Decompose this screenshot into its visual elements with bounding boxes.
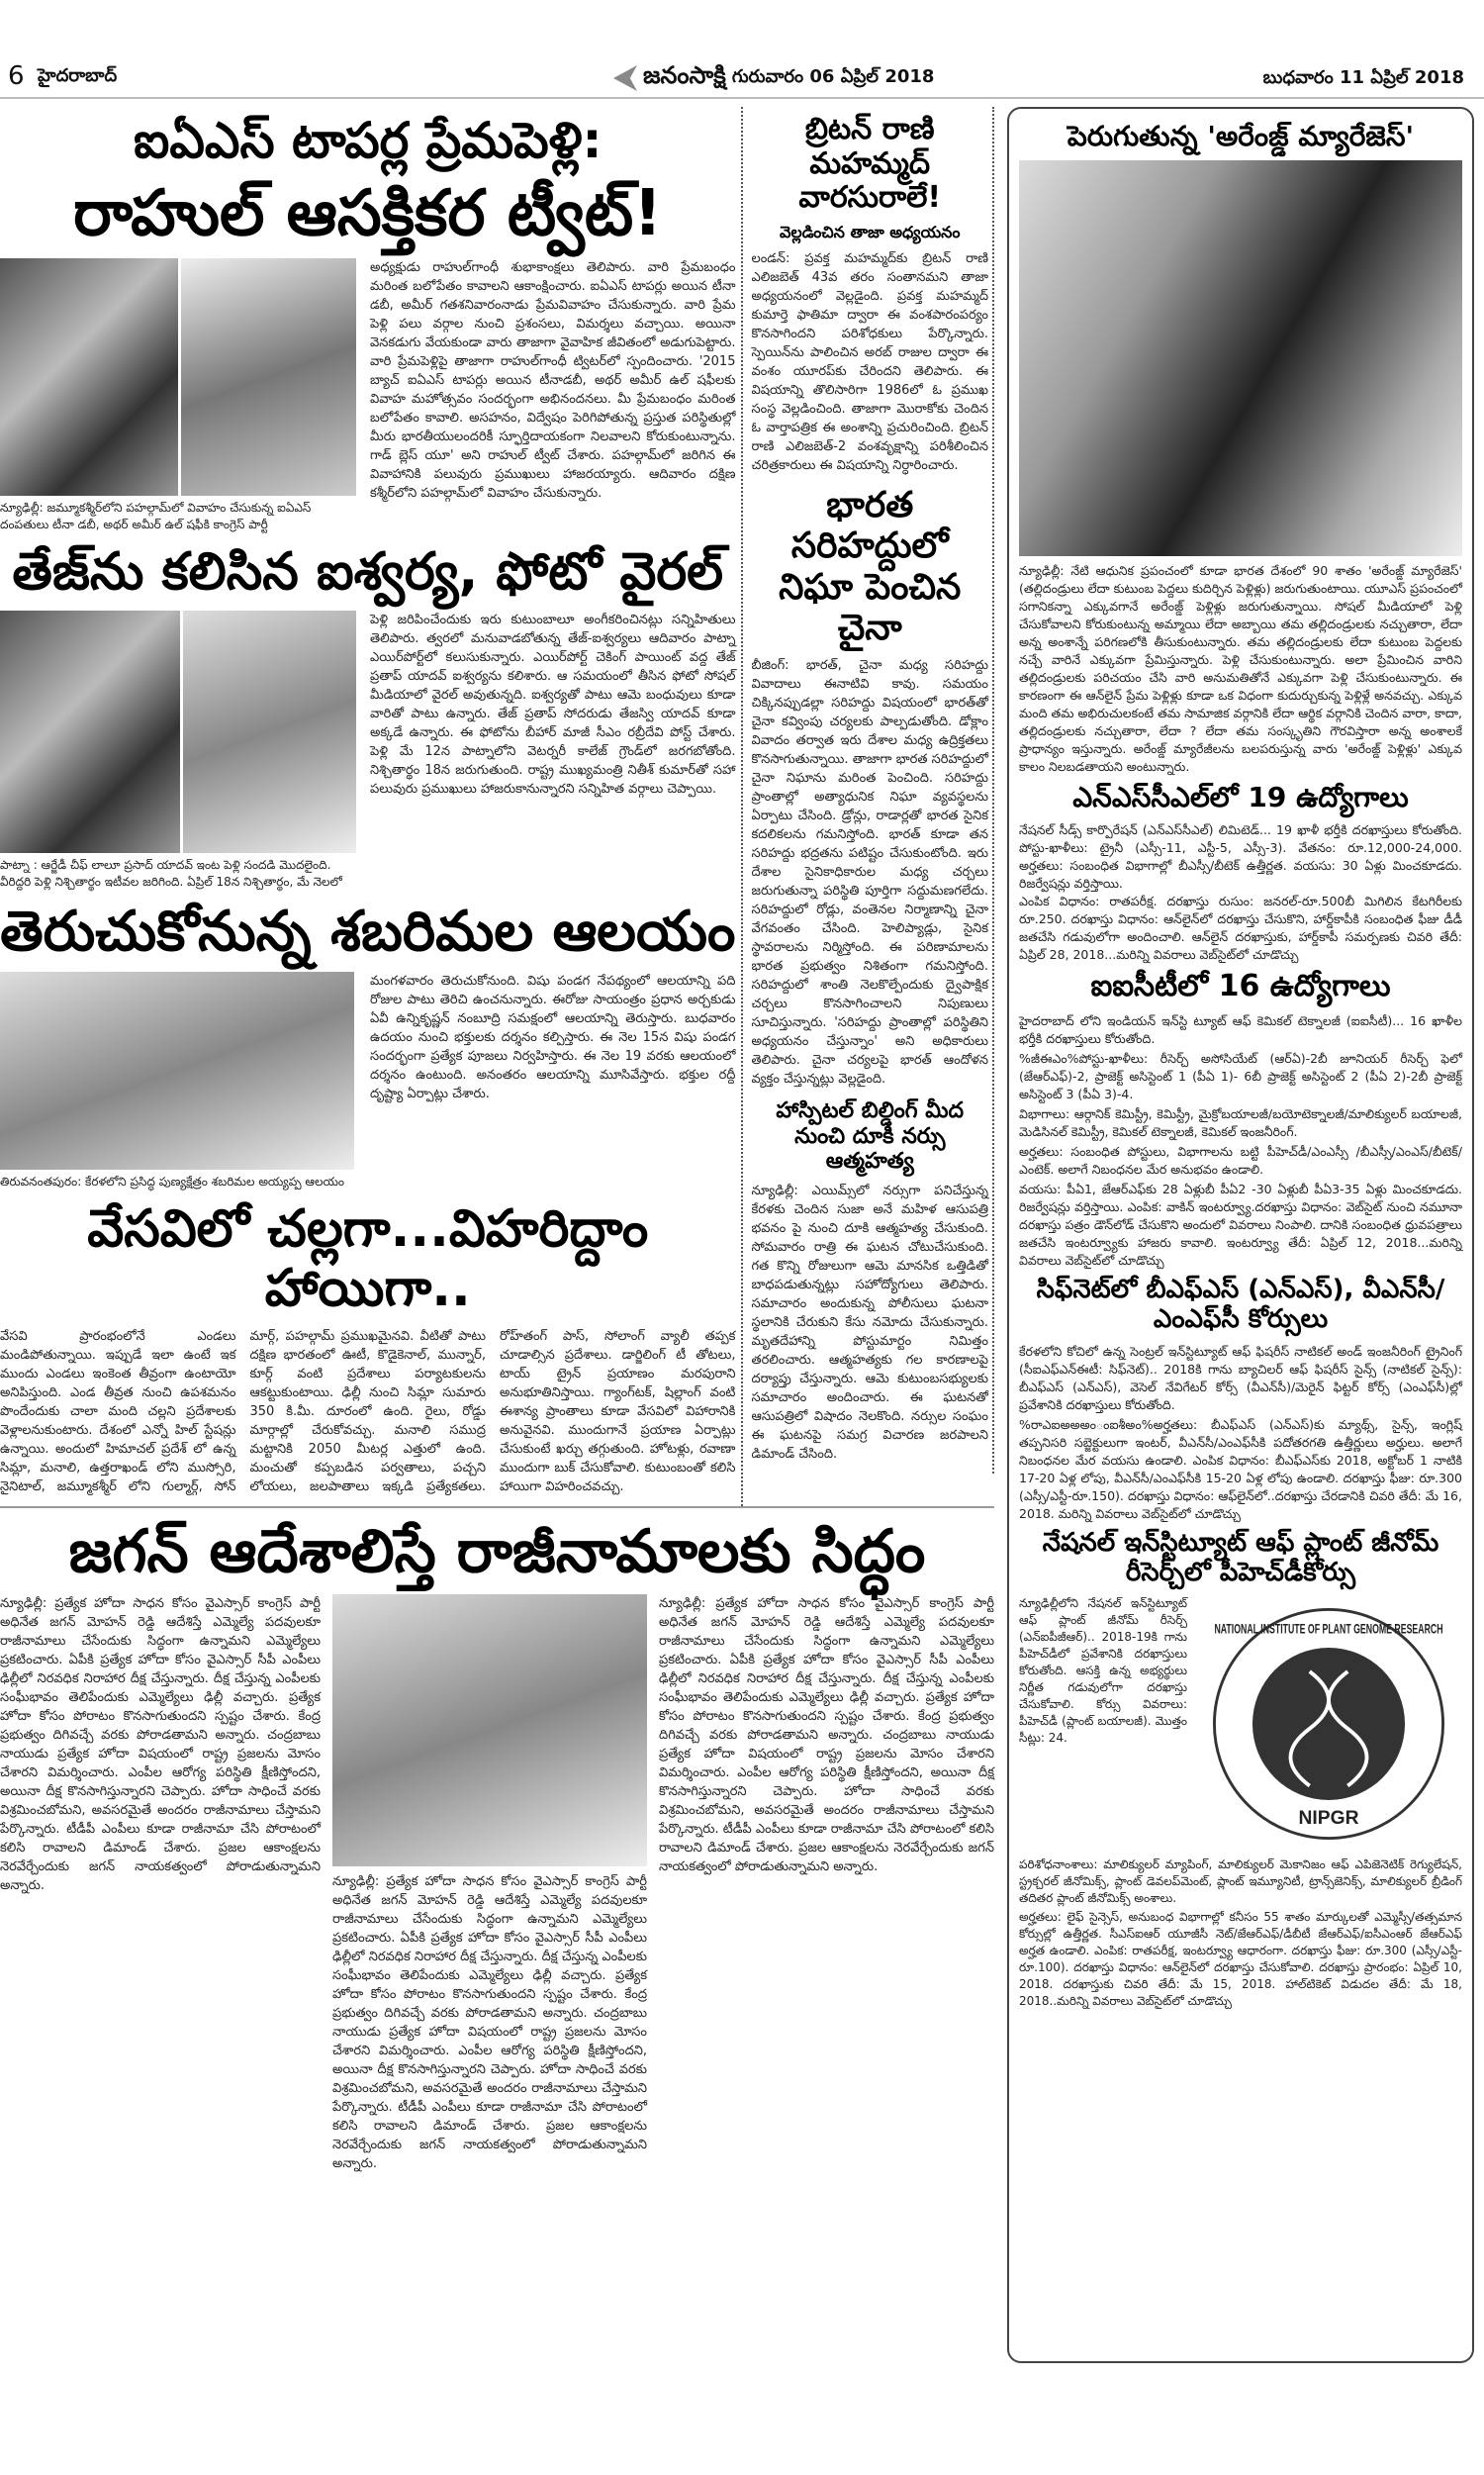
rahul-headline-2: రాహుల్ ఆసక్తికర ట్వీట్! (73, 176, 663, 250)
nipgr-para: అర్హతలు: లైఫ్ సైన్సెస్, అనుబంధ విభాగాల్లో కనీసం 55 శాతం మార్కులతో ఎమ్మెస్సీ/తత్సమాన కోర్సుల్లో ఉత్తీర్ణత. సీఎస్ఐఆర్ యూజీసీ నెట్/జేఆర్ఎఫ్/డీబీటీ జేఆర్ఎఫ్/ఐసీఎంఆర్ జేఆర్ఎఫ్ అర్హత ఉండాలి. ఎంపిక: రాతపరీక్ష, ఇంటర్వ్యూ ఆధారంగా. దరఖాస్తు ఫీజు: రూ.300 (ఎస్సీ/ఎస్టీ-రూ.100). దరఖాస్తు విధానం: ఆన్‌లైన్‌లో దరఖాస్తు చేసుకోవాలి. దరఖాస్తు ప్రారంభం: ఏప్రిల్ 10, 2018. దరఖాస్తుకు చివరి తేదీ: మే 15, 2018. హాల్‌టికెట్ విడుదల తేదీ: మే 18, 2018..మరిన్ని వివరాలు వెబ్‌సైట్‌లో చూడొచ్చు (1019, 1910, 1462, 2009)
rahul-article (0, 113, 735, 533)
china-article (751, 485, 988, 1090)
nipgr-headline: నేషనల్ ఇన్‌స్టిట్యూట్ ఆఫ్ ప్లాంట్ జీనోమ్ రీసెర్చ్‌లో పీహెచ్‌డీకోర్సు (1042, 1527, 1439, 1587)
summer-headline: వేసవిలో చల్లగా...విహరిద్దాం హాయిగా.. (87, 1199, 649, 1319)
jagan-article-photo (332, 1594, 647, 1866)
city-name: హైదరాబాద్ (38, 65, 118, 86)
nurse-headline: హాస్పిటల్ బిల్డింగ్ మీద నుంచి దూకి నర్సు ఆత్మహత్య (776, 1098, 965, 1175)
main-column (0, 107, 743, 1506)
nipgr-para: పరిశోధనాంశాలు: మాలిక్యులర్ మ్యాపింగ్, మాలిక్యులర్ మెకానిజం ఆఫ్ ఎపిజెనెటిక్ రెగ్యులేషన్, స్ట్రక్చరల్ జీనోమిక్స్, ప్లాంట్ డెవలప్‌మెంట్, ప్లాంట్ ఇమ్యూనిటీ, ట్రాన్స్‌జెనిక్స్, మాలిక్యులర్ బ్రీడింగ్ తదితర ప్లాంట్ జీనోమిక్స్ అంశాలు. (1019, 1857, 1462, 1906)
china-headline: భారత సరిహద్దులో నిఘా పెంచిన చైనా (779, 484, 962, 649)
cifnet-para: %రాఎఐఅఅఅం‌ంఐశీఅం%అర్హతలు: బీఎఫ్ఎస్ (ఎన్ఎస్)కు మ్యాథ్స్, సైన్స్, ఇంగ్లిష్ తప్పనిసరి సబ్జెక్టులుగా ఇంటర్, వీఎన్‌సీ/ఎంఎఫ్‌సీకి పదోతరగతి ఉత్తీర్ణులు అర్హులు. అలాగే నిబంధనల మేర వయసు ఉండాలి. ఎంపిక విధానం: బీఎఫ్ఎస్‌కు 2018, అక్టోబర్ 1 నాటికి 17-20 ఏళ్ల లోపు, వీఎన్‌సీ/ఎంఎఫ్‌సీకి 15-20 ఏళ్ల లోపు ఉండాలి. దరఖాస్తు ఫీజు: రూ.300 (ఎస్సీ/ఎస్టీ-రూ.150). దరఖాస్తు విధానం: ఆఫ్‌లైన్‌లో..దరఖాస్తు చేరడానికి చివరి తేదీ: మే 16, 2018. మరిన్ని వివరాలు వెబ్‌సైట్‌లో చూడొచ్చు (1019, 1416, 1462, 1521)
news-columns (0, 107, 994, 1506)
sabarimala-caption: తిరువనంతపురం: కేరళలోని ప్రసిద్ధ పుణ్యక్షేత్రం శబరిమల అయ్యప్ప ఆలయం (0, 1175, 345, 1190)
britain-subheadline: వెల్లడించిన తాజా అధ్యయనం (779, 222, 961, 241)
jagan-article (0, 1506, 994, 2173)
nurse-body: న్యూఢిల్లీ: ఎయిమ్స్‌లో నర్సుగా పనిచేస్తున్న కేరళకు చెందిన సుజా అనే మహిళ ఆసుపత్రి భవనం పై నుంచి దూకి ఆత్మహత్య చేసుకుంది. సోమవారం రాత్రి ఈ ఘటన చోటుచేసుకుంది. గత కొన్ని రోజులుగా ఆమె మానసిక ఒత్తిడితో బాధపడుతున్నట్లు సహోద్యోగులు తెలిపారు. సమాచారం అందుకున్న పోలీసులు ఘటనా స్థలానికి చేరుకుని కేసు నమోదు చేసుకున్నారు. మృతదేహాన్ని పోస్టుమార్టం నిమిత్తం తరలించారు. ఆత్మహత్యకు గల కారణాలపై దర్యాప్తు చేస్తున్నారు. ఆమె కుటుంబసభ్యులకు సమాచారం అందించారు. ఈ ఘటనతో ఆసుపత్రిలో విషాదం నెలకొంది. నర్సుల సంఘం ఈ ఘటనపై సమగ్ర విచారణ జరపాలని డిమాండ్ చేసింది. (751, 1184, 988, 1463)
tej-headline: తేజ్‌ను కలిసిన ఐశ్వర్య, ఫోటో వైరల్ (12, 542, 724, 603)
sabarimala-photo (0, 972, 354, 1170)
nscl-body: నేషనల్ సీడ్స్ కార్పొరేషన్ (ఎన్‌ఎస్‌సీఎల్) లిమిటెడ్... 19 ఖాళీ భర్తీకి దరఖాస్తులు కోరుతోంది. పోస్టు-ఖాళీలు: ట్రైనీ (ఎస్సీ-11, ఎస్టీ-5, ఎస్సీ-3). వేతనం: రూ.12,000-24,000. అర్హతలు: సంబంధిత విభాగాల్లో బీఎస్సీ/బీటెక్ ఉత్తీర్ణత. వయసు: 30 ఏళ్లు మించకూడదు. రిజర్వేషన్లు వర్తిస్తాయి. (1019, 822, 1462, 892)
britain-headline: బ్రిటన్ రాణి మహమ్మద్ వారసురాలే! (798, 112, 942, 215)
rahul-caption: న్యూఢిల్లీ: జమ్మూకశ్మీర్‌లోని పహల్గామ్‌లో వివాహం చేసుకున్న ఐఏఎస్ దంపతులు టీనా డబీ, అథర్ అమీర్ ఉల్ షఫీకి కాంగ్రెస్ పార్టీ (0, 501, 312, 532)
iict-para: వయసు: పీఏ1, జేఆర్ఎఫ్‌కు 28 ఏళ్లుబీ పీఏ2 -30 ఏళ్లుబీ పీఏ3-35 ఏళ్లు మించకూడదు. రిజర్వేషన్లు వర్తిస్తాయి. ఎంపిక: వాకిన్ ఇంటర్వ్యూ.దరఖాస్తు విధానం: వెబ్‌సైట్ నుంచి నమూనా దరఖాస్తు పత్రం డౌన్‌లోడ్ చేసుకొని అందులో వివరాలు నింపాలి. దానికి సంబంధిత ధ్రువపత్రాలు జతచేసి ఇంటర్వ్యూకు హాజరు కావాలి. ఇంటర్వ్యూ తేదీ: ఏప్రిల్ 12, 2018...మరిన్ని వివరాలు వెబ్‌సైట్‌లో చూడొచ్చు (1019, 1181, 1462, 1268)
iict-para: హైదరాబాద్ లోని ఇండియన్ ఇన్‌స్టి ట్యూట్ ఆఫ్ కెమికల్ టెక్నాలజీ (ఐఐసీటీ)... 16 ఖాళీల భర్తీకి దరఖాస్తులు కోరుతోంది. (1019, 1012, 1462, 1046)
page-number: 6 (8, 61, 25, 91)
couple-photo (0, 258, 178, 496)
nipgr-logo (1195, 1595, 1462, 1853)
marriage-headline: పెరుగుతున్న 'అరేంజ్డ్ మ్యారేజెస్' (1067, 120, 1415, 152)
aishwarya-photo (183, 611, 356, 853)
middle-column (743, 107, 994, 1474)
paper-name: జనంసాక్షి (643, 61, 726, 89)
logo-abbr: NIPGR (1298, 1808, 1359, 1830)
nipgr-body-2 (1019, 1856, 1462, 2010)
header-rule (0, 97, 1484, 99)
china-body: బీజింగ్: భారత్, చైనా మధ్య సరిహద్దు వివాదాలు ఈనాటివి కావు. సమయం చిక్కినప్పుడల్లా సరిహద్దు విషయంలో భారత్‌తో చైనా కవ్వింపు చర్యలకు పాల్పడుతోంది. డోక్లాం వివాదం తర్వాత ఇరు దేశాల మధ్య ఉద్రిక్తతలు కొనసాగుతున్నాయి. తాజాగా భారత సరిహద్దులో చైనా నిఘాను మరింత పెంచింది. సరిహద్దు ప్రాంతాల్లో అత్యాధునిక నిఘా వ్యవస్థలను ఏర్పాటు చేసింది. డ్రోన్లు, రాడార్లతో భారత సైనిక కదలికలను గమనిస్తోంది. భారత్ కూడా తన సరిహద్దు భద్రతను పటిష్టం చేసుకుంటోంది. ఇరు దేశాల సైనికాధికారుల మధ్య చర్చలు జరుగుతున్నా పరిస్థితి పూర్తిగా సద్దుమణగలేదు. సరిహద్దులో రోడ్లు, వంతెనల నిర్మాణాన్ని చైనా వేగవంతం చేసింది. హెలిప్యాడ్లు, సైనిక స్థావరాలను నిర్మిస్తోంది. ఈ పరిణామాలను భారత ప్రభుత్వం నిశితంగా గమనిస్తోంది. సరిహద్దులో శాంతి నెలకొల్పేందుకు ద్వైపాక్షిక చర్చలు కొనసాగించాలని నిపుణులు సూచిస్తున్నారు. 'సరిహద్దు ప్రాంతాల్లో పరిస్థితిని అధ్యయనం చేస్తున్నాం' అని అధికారులు తెలిపారు. చైనా చర్యలపై భారత్ ఆందోళన వ్యక్తం చేస్తున్నట్లు వెల్లడైంది. (751, 658, 988, 1088)
iict-para: విభాగాలు: ఆర్గానిక్ కెమిస్ట్రీ, కెమిస్ట్రీ, మైక్రోబయాలజీ/బయోటెక్నాలజీ/మాలిక్యులర్ బయాలజీ, మెడిసినల్ కెమిస్ట్రీ, కెమికల్ టెక్నాలజీ, కెమికల్ ఇంజనీరింగ్. (1019, 1105, 1462, 1139)
summer-article (0, 1200, 735, 1496)
career-box (1007, 107, 1474, 2363)
nurse-article (751, 1098, 988, 1464)
sabarimala-article (0, 901, 735, 1190)
jagan-headline: జగన్ ఆదేశాలిస్తే రాజీనామాలకు సిద్ధం (68, 1516, 926, 1586)
rahul-headline-1: ఐఏఎస్ టాపర్ల ప్రేమపెళ్లి: (134, 112, 603, 169)
jagan-body-col2: న్యూఢిల్లీ: ప్రత్యేక హోదా సాధన కోసం వైఎస్సార్ కాంగ్రెస్ పార్టీ అధినేత జగన్ మోహన్ రెడ్డి ఆదేశిస్తే ఎమ్మెల్యే పదవులకూ రాజీనామాలు చేసేందుకు సిద్ధంగా ఉన్నామని ఎమ్మెల్యేలు ప్రకటించారు. ఏపీకి ప్రత్యేక హోదా కోసం వైఎస్సార్ సీపీ ఎంపీలు ఢిల్లీలో నిరవధిక నిరాహార దీక్ష చేస్తున్నారు. దీక్ష చేస్తున్న ఎంపీలకు సంఘీభావం తెలిపేందుకు ఎమ్మెల్యేలు ఢిల్లీ వచ్చారు. ప్రత్యేక హోదా కోసం పోరాటం కొనసాగుతుందని స్పష్టం చేశారు. కేంద్ర ప్రభుత్వం దిగివచ్చే వరకు పోరాడతామని అన్నారు. చంద్రబాబు నాయుడు ప్రత్యేక హోదా విషయంలో రాష్ట్ర ప్రజలను మోసం చేశారని విమర్శించారు. ఎంపీల ఆరోగ్య పరిస్థితి క్షీణిస్తోందని, అయినా దీక్ష కొనసాగిస్తున్నారని చెప్పారు. హోదా సాధించే వరకు విశ్రమించబోమని, అవసరమైతే అందరం రాజీనామాలు చేస్తామని పేర్కొన్నారు. టీడీపీ ఎంపీలు కూడా రాజీనామా చేసి పోరాటంలో కలిసి రావాలని డిమాండ్ చేశారు. ప్రజల ఆకాంక్షలను నెరవేర్చేందుకు జగన్ నాయకత్వంలో పోరాడుతున్నామని అన్నారు. (332, 1873, 648, 2171)
summer-body: వేసవి ప్రారంభంలోనే ఎండలు మండిపోతున్నాయి. ఇప్పుడే ఇలా ఉంటే ఇక ముందు ఎండలు ఇంకెంత తీవ్రంగా ఉంటాయో అనిపిస్తుంది. ఎండ తీవ్రత నుంచి ఉపశమనం పొందేందుకు చాలా మంది చల్లని ప్రదేశాలకు వెళ్లాలనుకుంటారు. దేశంలో ఎన్నో హిల్ స్టేషన్లు ఉన్నాయి. అందులో హిమాచల్ ప్రదేశ్ లో ఉన్న సిమ్లా, మనాలి, ఉత్తరాఖండ్ లోని ముస్సోరి, నైనిటాల్, జమ్మూకశ్మీర్ లోని గుల్మార్గ్, సోన్ మార్గ్, పహల్గామ్ ప్రముఖమైనవి. వీటితో పాటు దక్షిణ భారతంలో ఊటీ, కొడైకెనాల్, మున్నార్, కూర్గ్ వంటి ప్రదేశాలు పర్యాటకులను ఆకట్టుకుంటాయి. ఢిల్లీ నుంచి సిమ్లా సుమారు 350 కి.మీ. దూరంలో ఉంది. రైలు, రోడ్డు మార్గాల్లో చేరుకోవచ్చు. మనాలి సముద్ర మట్టానికి 2050 మీటర్ల ఎత్తులో ఉంది. మంచుతో కప్పబడిన పర్వతాలు, పచ్చని లోయలు, జలపాతాలు ఇక్కడి ప్రత్యేకతలు. రోహ్‌తంగ్ పాస్, సోలాంగ్ వ్యాలీ తప్పక చూడాల్సిన ప్రదేశాలు. డార్జిలింగ్ టీ తోటలు, టాయ్ ట్రైన్ ప్రయాణం మరపురాని అనుభూతినిస్తాయి. గ్యాంగ్‌టక్, షిల్లాంగ్ వంటి ఈశాన్య ప్రాంతాలు కూడా వేసవిలో విహారానికి అనువైనవి. ముందుగానే ప్రయాణ ఏర్పాట్లు చేసుకుంటే ఖర్చు తగ్గుతుంది. హోటళ్లు, రవాణా ముందుగా బుక్ చేసుకోవాలి. కుటుంబంతో కలిసి హాయిగా విహరించవచ్చు. (0, 1328, 736, 1494)
tej-caption: పాట్నా : ఆర్జేడీ చీఫ్ లాలూ ప్రసాద్ యాదవ్ ఇంట పెళ్లి సందడి మొదలైంది. వీరిద్దరి పెళ్లి నిశ్చితార్థం ఇటీవల జరిగింది. ఏప్రిల్ 18న నిశ్చితార్థం, మే నెలలో (0, 857, 342, 889)
britain-article (751, 113, 988, 475)
iict-body (1019, 1012, 1462, 1270)
sabarimala-body: మంగళవారం తెరుచుకోనుంది. విషు పండగ నేపథ్యంలో ఆలయాన్ని పది రోజుల పాటు తెరిచి ఉంచనున్నారు. ఈరోజు సాయంత్రం ప్రధాన అర్చకుడు ఏవీ ఉన్నికృష్ణన్ నంబూద్రి సమక్షంలో ఆలయాన్ని తెరుస్తారు. బుధవారం ఉదయం నుంచి భక్తులకు దర్శనం కల్పిస్తారు. ఈ నెల 15న విషు పండగ సందర్భంగా ప్రత్యేక పూజలు నిర్వహిస్తారు. ఈ నెల 19 వరకు ఆలయంలో దర్శనం ఉంటుంది. అనంతరం ఆలయాన్ని మూసివేస్తారు. భక్తుల రద్దీ దృష్ట్యా ఏర్పాట్లు చేశారు. (370, 974, 736, 1102)
jagan-body-col1: న్యూఢిల్లీ: ప్రత్యేక హోదా సాధన కోసం వైఎస్సార్ కాంగ్రెస్ పార్టీ అధినేత జగన్ మోహన్ రెడ్డి ఆదేశిస్తే ఎమ్మెల్యే పదవులకూ రాజీనామాలు చేసేందుకు సిద్ధంగా ఉన్నామని ఎమ్మెల్యేలు ప్రకటించారు. ఏపీకి ప్రత్యేక హోదా కోసం వైఎస్సార్ సీపీ ఎంపీలు ఢిల్లీలో నిరవధిక నిరాహార దీక్ష చేస్తున్నారు. దీక్ష చేస్తున్న ఎంపీలకు సంఘీభావం తెలిపేందుకు ఎమ్మెల్యేలు ఢిల్లీ వచ్చారు. ప్రత్యేక హోదా కోసం పోరాటం కొనసాగుతుందని స్పష్టం చేశారు. కేంద్ర ప్రభుత్వం దిగివచ్చే వరకు పోరాడతామని అన్నారు. చంద్రబాబు నాయుడు ప్రత్యేక హోదా విషయంలో రాష్ట్ర ప్రజలను మోసం చేశారని విమర్శించారు. ఎంపీల ఆరోగ్య పరిస్థితి క్షీణిస్తోందని, అయినా దీక్ష కొనసాగిస్తున్నారని చెప్పారు. హోదా సాధించే వరకు విశ్రమించబోమని, అవసరమైతే అందరం రాజీనామాలు చేస్తామని పేర్కొన్నారు. టీడీపీ ఎంపీలు కూడా రాజీనామా చేసి పోరాటంలో కలిసి రావాలని డిమాండ్ చేశారు. ప్రజల ఆకాంక్షలను నెరవేర్చేందుకు జగన్ నాయకత్వంలో పోరాడుతున్నామని అన్నారు. (0, 1595, 322, 1893)
rahul-photo (181, 258, 356, 496)
paper-date: గురువారం 06 ఏప్రిల్ 2018 (731, 65, 935, 87)
iict-headline: ఐఐసీటీలో 16 ఉద్యోగాలు (1090, 969, 1391, 1004)
britain-body: లండన్: ప్రవక్త మహమ్మద్‌కు బ్రిటన్ రాణి ఎలిజబెత్ 43వ తరం సంతానమని తాజా అధ్యయనంలో వెల్లడైంది. ప్రవక్త మహమ్మద్ కుమార్తె ఫాతిమా ద్వారా ఈ వంశపారంపర్యం కొనసాగిందని పరిశోధకులు పేర్కొన్నారు. స్పెయిన్‌ను పాలించిన అరబ్ రాజుల ద్వారా ఈ వంశం యూరప్‌కు చేరిందని తెలిపారు. ఈ విషయాన్ని తొలిసారిగా 1986లో ఓ ప్రముఖ సంస్థ వెల్లడించింది. తాజాగా మొరాకోకు చెందిన ఓ వార్తాపత్రిక ఈ అంశాన్ని ప్రచురించింది. బ్రిటన్ రాణి ఎలిజబెత్-2 వంశవృక్షాన్ని పరిశీలించిన చరిత్రకారులు ఈ విషయాన్ని నిర్ధారించారు. (751, 250, 988, 473)
iict-para: %జీఈఎం%పోస్టు-ఖాళీలు: రీసెర్చ్ అసోసియేట్ (ఆర్ఏ)-2బీ జూనియర్ రీసెర్చ్ ఫెలో (జేఆర్ఎఫ్)-2, ప్రాజెక్ట్ అసిస్టెంట్ 1 (పీఏ 1)- 6బీ ప్రాజెక్ట్ అసిస్టెంట్ 2 (పీఏ 2)-2బీ ప్రాజెక్ట్ అసిస్టెంట్ 3 (పీఏ 3)-4. (1019, 1050, 1462, 1101)
rahul-body: అధ్యక్షుడు రాహుల్‌గాంధీ శుభాకాంక్షలు తెలిపారు. వారి ప్రేమబంధం మరింత బలోపేతం కావాలని ఆకాంక్షించారు. ఐఏఎస్ టాపర్లు అయిన టీనా డబీ, అమీర్ గతశనివారంనాడు ప్రేమవివాహం చేసుకున్నారు. వారి ప్రేమ పెళ్లి పలు వర్గాల నుంచి ప్రశంసలు, విమర్శలు వచ్చాయి. అయినా వెనకడుగు వేయకుండా వారు తాజాగా వైవాహిక జీవితంలో అడుగుపెట్టారు. వారి ప్రేమపెళ్లిపై తాజాగా రాహుల్‌గాంధీ ట్విటర్‌లో స్పందించారు. '2015 బ్యాచ్ ఐఏఎస్ టాపర్లు అయిన టీనాడబీ, అథర్ అమీర్ ఉల్ షఫీలకు వివాహ మహోత్సవం సందర్భంగా అభినందనలు. మీ ప్రేమబంధం మరింత బలోపేతం కావాలి. అసహనం, విద్వేషం పెరిగిపోతున్న ప్రస్తుత పరిస్థితుల్లో మీరు భారతీయులందరికీ స్ఫూర్తిదాయకంగా నిలవాలని కోరుకుంటున్నాను. గాడ్ బ్లెస్ యూ' అని రాహుల్ ట్వీట్ చేశారు. పహల్గామ్‌లో జరిగిన ఈ వివాహానికి పలువురు ప్రముఖులు హాజరయ్యారు. ఆదివారం దక్షిణ కశ్మీర్‌లోని పహల్గామ్‌లో వివాహం చేసుకున్నారు. (370, 260, 736, 502)
cifnet-para: కేరళలోని కోచిలో ఉన్న సెంట్రల్ ఇన్‌స్టిట్యూట్ ఆఫ్ ఫిషరీస్ నాటికల్ అండ్ ఇంజనీరింగ్ ట్రైనింగ్ (సీఐఎఫ్ఎన్ఈటీ: సిఫ్‌నెట్).. 2018కి గాను బ్యాచిలర్ ఆఫ్ ఫిషరీస్ సైన్స్ (నాటికల్ సైన్స్): బీఎఫ్ఎస్ (ఎన్ఎస్), వెసెల్ నేవిగేటర్ కోర్స్ (వీఎన్‌సీ)/మెరైన్ ఫిట్టర్ కోర్స్ (ఎంఎఫ్‌సీ)ల్లో ప్రవేశానికి దరఖాస్తులు కోరుతోంది. (1019, 1343, 1462, 1412)
news-area (0, 107, 994, 2173)
tej-article (0, 543, 735, 891)
iict-para: అర్హతలు: సంబంధిత పోస్టులు, విభాగాలను బట్టి పీహెచ్‌డీ/ఎంఎస్సీ /బీఎస్సీ/ఎంఎస్/బీటెక్/ఎంటెక్. అలాగే నిబంధనల మేర అనుభవం ఉండాలి. (1019, 1143, 1462, 1177)
logo-text: NATIONAL INSTITUTE OF PLANT GENOME RESEARCH (1214, 1621, 1443, 1637)
marriage-body: న్యూఢిల్లీ: నేటి ఆధునిక ప్రపంచంలో కూడా భారత దేశంలో 90 శాతం 'అరేంజ్డ్ మ్యారేజెస్' (తల్లిదండ్రులు లేదా కుటుంబ పెద్దలు కుదిర్చిన పెళ్లిళ్లు) జరుగుతుంటాయి. యూఎస్ ప్రపంచంలో సగానికన్నా ఎక్కువగానే అరేంజ్డ్ పెళ్లిళ్లు జరుగుతున్నాయి. సోషల్ మీడియాలో పెళ్లి చేసుకోవాలని కోరుకుంటున్న అమ్మాయి లేదా అబ్బాయి తమ తల్లిదండ్రులకు నచ్చుతారా, లేదా అన్న అంశాన్నే పరిగణలోకి తీసుకుంటున్నారు. తమ తల్లిదండ్రులకు లేదా కుటుంబ పెద్దలకు నచ్చే వారినే ఎక్కువగా ప్రేమిస్తున్నారు. పెళ్లి చేసుకుంటున్నారు. అలా ప్రేమించిన వారిని తల్లిదండ్రులకు పరిచయం చేసి వారి అనుమతితోనే ఎక్కువగా పెళ్లి చేసుకుంటున్నారు. ఈ కారణంగా ఈ ఆన్‌లైన్ ప్రేమ పెళ్లిళ్లు కూడా ఒక విధంగా కుదుర్చుకున్న పెళ్లిళ్లే అనవచ్చు. ఎక్కువ మంది తమ అభిరుచులకంటే తమ సామాజిక వర్గానికి లేదా ఆర్థిక వర్గానికి చెందిన వారా, కాదా, తల్లిదండ్రులకు నచ్చుతారా, లేదా ? లేదా తమ సంస్కృతిని గౌరవిస్తారా అన్న అంశాలకే ప్రాధాన్యం ఇస్తున్నారు. అరేంజ్డ్ మ్యారేజీలను బలపరుస్తున్న వారు 'అరేంజ్డ్ పెళ్లిళ్లు' ఎక్కువ కాలం నిలబడతాయని అంటున్నారు. (1019, 563, 1462, 775)
cifnet-body (1019, 1343, 1462, 1523)
cifnet-headline: సిఫ్‌నెట్‌లో బీఎఫ్ఎస్ (ఎన్ఎస్), వీఎన్‌సీ/ఎంఎఫ్‌సీ కోర్సులు (1036, 1274, 1445, 1334)
jagan-body-col3: న్యూఢిల్లీ: ప్రత్యేక హోదా సాధన కోసం వైఎస్సార్ కాంగ్రెస్ పార్టీ అధినేత జగన్ మోహన్ రెడ్డి ఆదేశిస్తే ఎమ్మెల్యే పదవులకూ రాజీనామాలు చేసేందుకు సిద్ధంగా ఉన్నామని ఎమ్మెల్యేలు ప్రకటించారు. ఏపీకి ప్రత్యేక హోదా కోసం వైఎస్సార్ సీపీ ఎంపీలు ఢిల్లీలో నిరవధిక నిరాహార దీక్ష చేస్తున్నారు. దీక్ష చేస్తున్న ఎంపీలకు సంఘీభావం తెలిపేందుకు ఎమ్మెల్యేలు ఢిల్లీ వచ్చారు. ప్రత్యేక హోదా కోసం పోరాటం కొనసాగుతుందని స్పష్టం చేశారు. కేంద్ర ప్రభుత్వం దిగివచ్చే వరకు పోరాడతామని అన్నారు. చంద్రబాబు నాయుడు ప్రత్యేక హోదా విషయంలో రాష్ట్ర ప్రజలను మోసం చేశారని విమర్శించారు. ఎంపీల ఆరోగ్య పరిస్థితి క్షీణిస్తోందని, అయినా దీక్ష కొనసాగిస్తున్నారని చెప్పారు. హోదా సాధించే వరకు విశ్రమించబోమని, అవసరమైతే అందరం రాజీనామాలు చేస్తామని పేర్కొన్నారు. టీడీపీ ఎంపీలు కూడా రాజీనామా చేసి పోరాటంలో కలిసి రావాలని డిమాండ్ చేశారు. ప్రజల ఆకాంక్షలను నెరవేర్చేందుకు జగన్ నాయకత్వంలో పోరాడుతున్నామని అన్నారు. (659, 1595, 994, 1874)
sabarimala-headline: తెరుచుకోనున్న శబరిమల ఆలయం (0, 899, 736, 964)
logo-icon (613, 65, 637, 91)
nscl-body-2: ఎంపిక విధానం: రాతపరీక్ష. దరఖాస్తు రుసుం: జనరల్-రూ.500బీ మిగిలిన కేటగిరీలకు రూ.250. దరఖాస్తు విధానం: ఆన్‌లైన్‌లో దరఖాస్తు చేసుకొని, హార్డ్‌కాపీకి సంబంధిత ఫీజు డీడీ జతచేసి గడువులోగా అందించాలి. ఆన్‌లైన్ దరఖాస్తుకు, హార్డ్‌కాపీ సమర్పణకు చివరి తేదీ: ఏప్రిల్ 28, 2018...మరిన్ని వివరాలు వెబ్‌సైట్‌లో చూడొచ్చు (1019, 894, 1462, 963)
tej-photo (0, 611, 180, 853)
nipgr-body-1: న్యూఢిల్లీలోని నేషనల్ ఇన్‌స్టిట్యూట్ ఆఫ్ ప్లాంట్ జీనోమ్ రీసెర్చ్ (ఎన్ఐపీజీఆర్).. 2018-19కి గాను పీహెచ్‌డీలో ప్రవేశానికి దరఖాస్తులు కోరుతోంది. ఆసక్తి ఉన్న అభ్యర్థులు నిర్ణీత గడువులోగా దరఖాస్తు చేసుకోవాలి. కోర్సు వివరాలు: పీహెచ్‌డీ (ప్లాంట్ బయాలజీ). మొత్తం సీట్లు: 24. (1019, 1596, 1187, 1746)
right-date: బుధవారం 11 ఏప్రిల్ 2018 (1262, 67, 1464, 88)
couple-kiss-photo (1019, 160, 1462, 556)
tej-body: పెళ్లి జరిపించేందుకు ఇరు కుటుంబాలూ అంగీకరించినట్లు సన్నిహితులు తెలిపారు. త్వరలో మనువాడబోతున్న తేజ్-ఐశ్వర్యలు ఆదివారం పాట్నా ఎయిర్‌పోర్ట్‌లో కలుసుకున్నారు. ఎయిర్‌పోర్ట్ చెకింగ్ పాయింట్ వద్ద తేజ్ ప్రతాప్ యాదవ్ ఐశ్వర్యను కలిశారు. ఆ సమయంలో తీసిన ఫోటో సోషల్ మీడియాలో వైరల్ అవుతున్నది. ఐశ్వర్యతో పాటు ఆమె బంధువులు కూడా వారితో పాటు ఉన్నారు. తేజ్ ప్రతాప్ సోదరుడు తేజస్వి యాదవ్ కూడా అక్కడే ఉన్నారు. ఈ ఫోటోను బీహార్ మాజీ సీఎం రబ్రీదేవి పోస్ట్ చేశారు. పెళ్లి మే 12న పాట్నాలోని వెటర్నరీ కాలేజ్ గ్రౌండ్‌లో జరగబోతోంది. నిశ్చితార్థం 18న జరుగుతుంది. రాష్ట్ర ముఖ్యమంత్రి నితీశ్ కుమార్‌తో సహా పలువురు ప్రముఖులు హాజరుకానున్నారని సన్నిహిత వర్గాలు చెప్పాయి. (370, 612, 736, 797)
masthead-logo (613, 61, 934, 95)
nscl-headline: ఎన్‌ఎస్‌సీఎల్‌లో 19 ఉద్యోగాలు (1072, 781, 1409, 814)
